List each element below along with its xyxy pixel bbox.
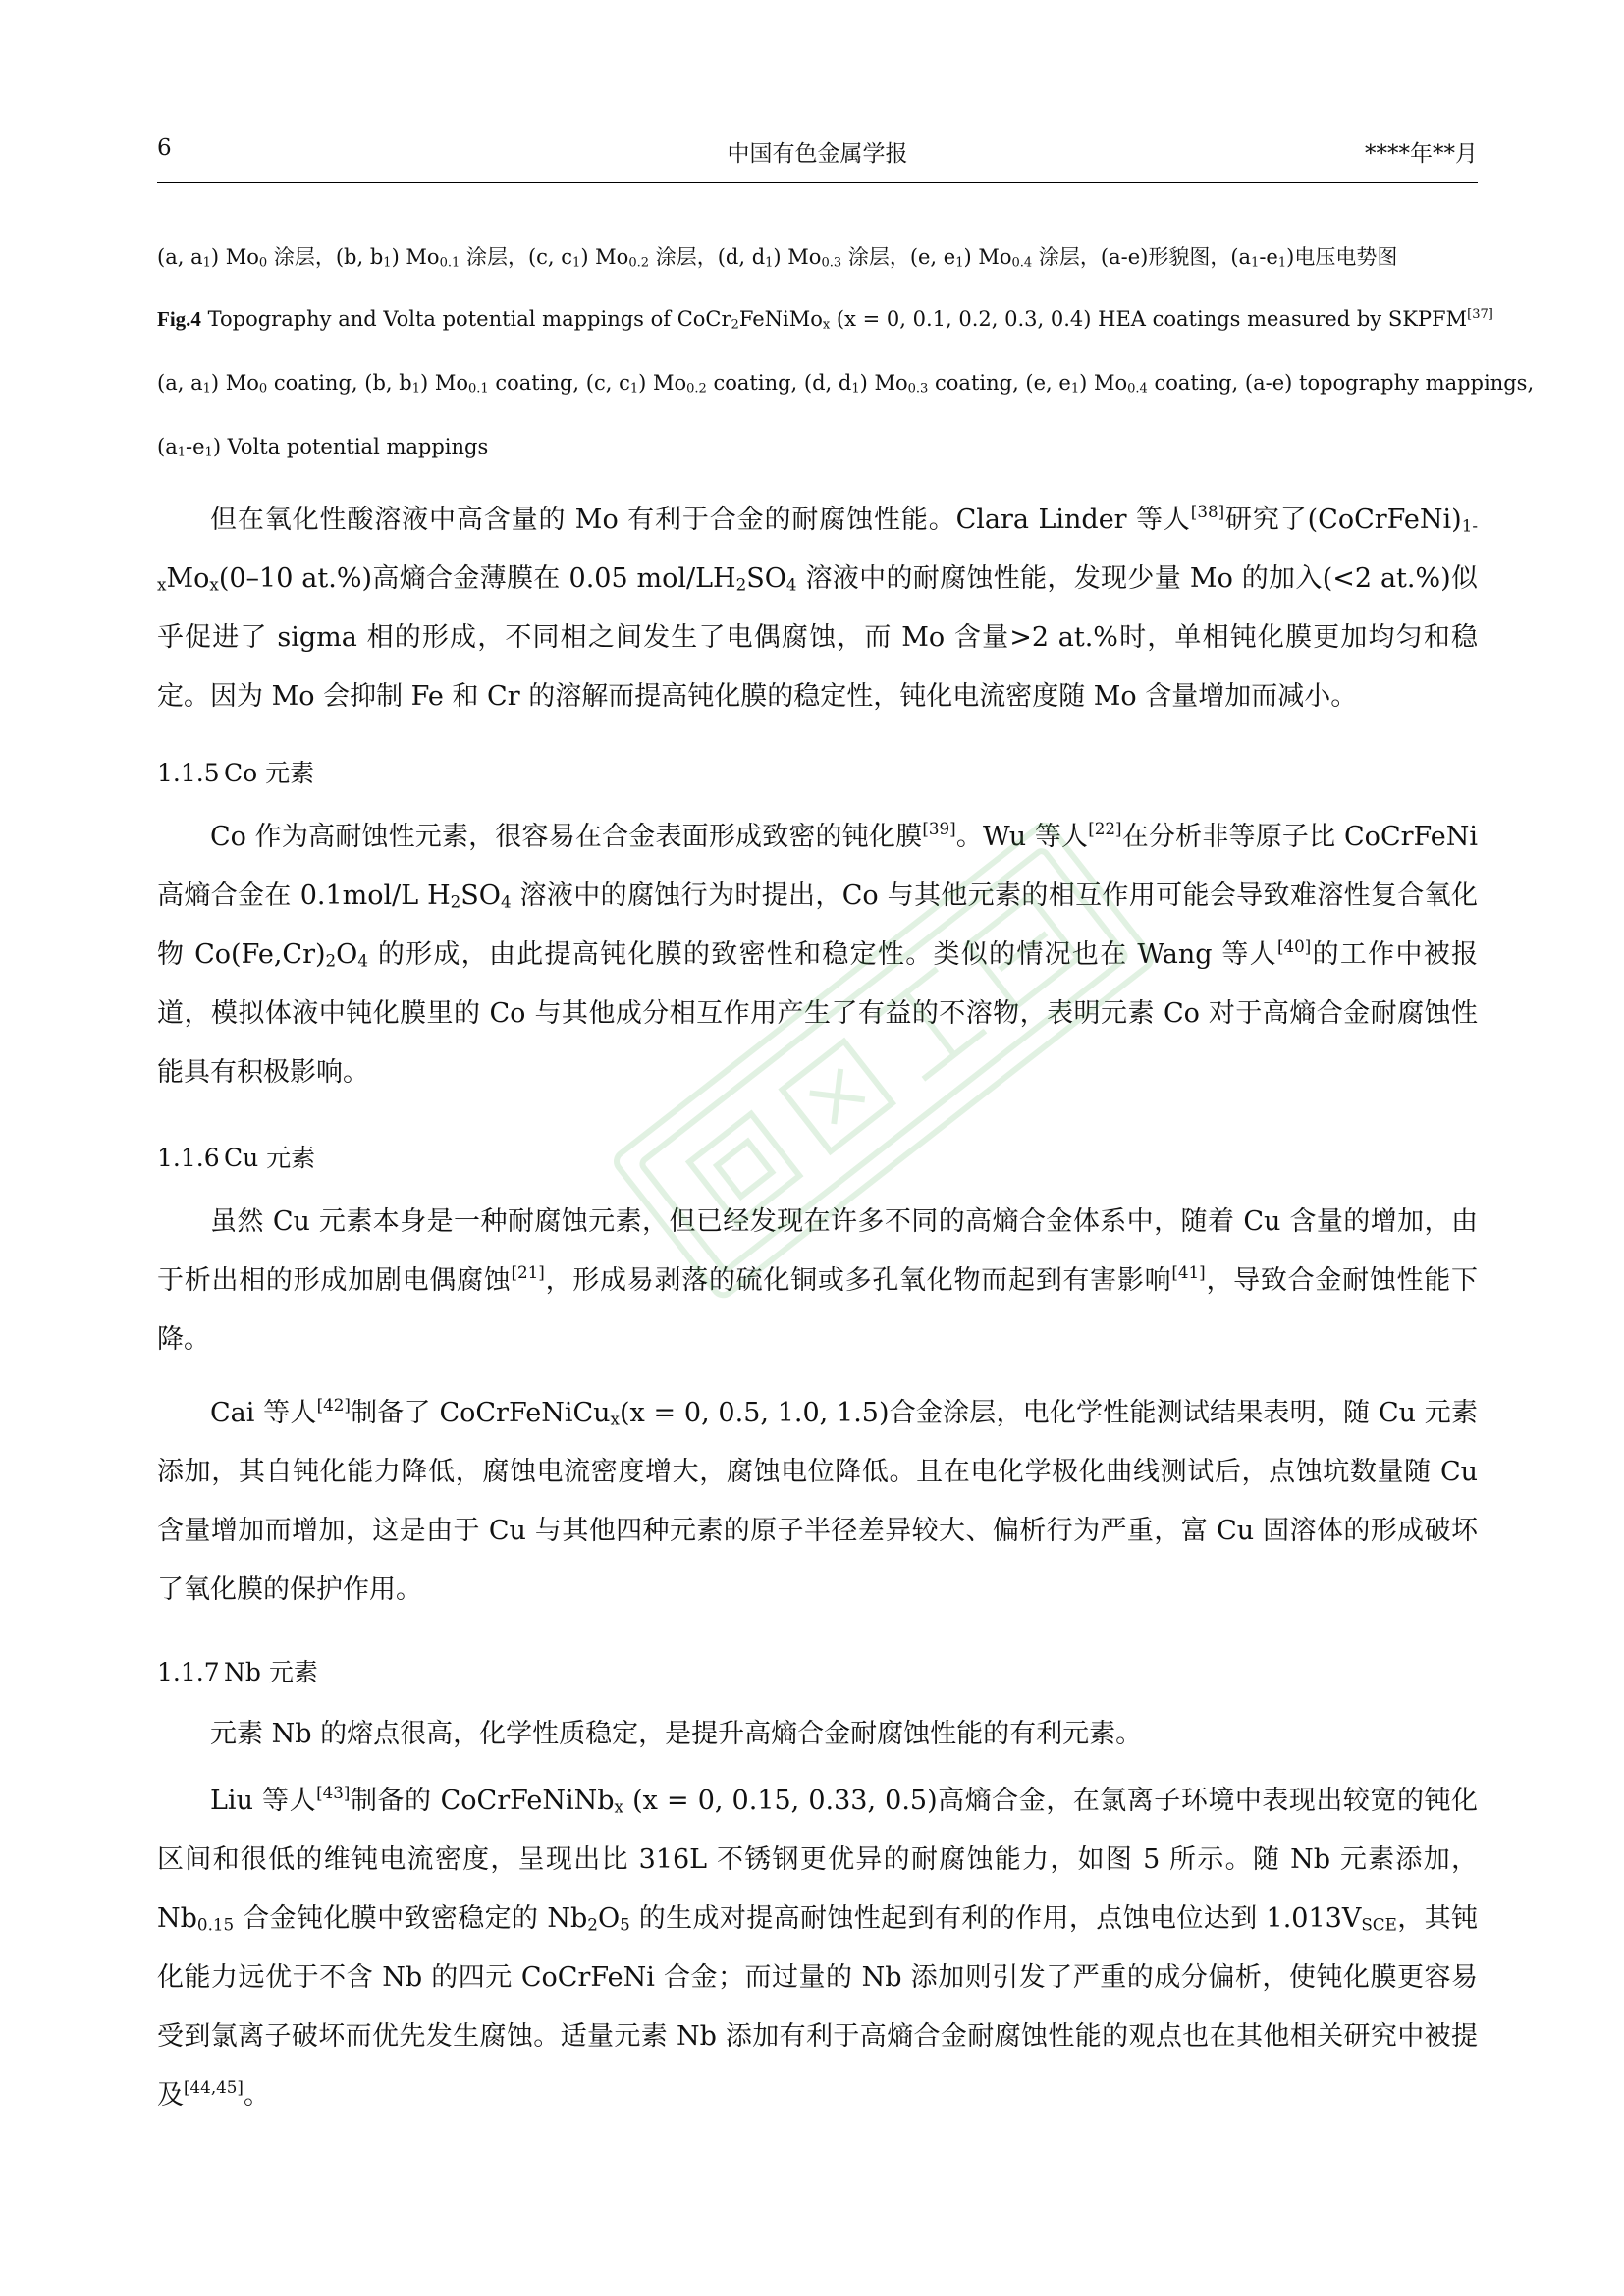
paragraph-cai-study: Cai 等人[42]制备了 CoCrFeNiCu$_x$(x = 0, 0.5, 1.0, 1.5)合金涂层，电化学性能测试结果表明，随 Cu 元素添加，其自钝化能力降低，腐蚀电流密度增大，腐蚀电位降低。且在电化学极化曲线测试后，点蚀坑数量随 Cu 含量增加而增加，这是由于 Cu 与其他四种元素的原子半径差异较大、偏析行为严重，富 Cu 固溶体的形成破坏了氧化膜的保护作用。 [157, 1395, 1478, 1605]
journal-title: 中国有色金属学报 [727, 141, 908, 167]
figure-title: Topography and Volta potential mappings of CoCr$_2$FeNiMo$_x$ (x = 0, 0.1, 0.2, 0.3, 0.4) HEA coatings measured by SKPFM [207, 307, 1468, 333]
section-number: 1.1.5 [157, 759, 220, 787]
paragraph-mo-oxidizing-acid: 但在氧化性酸溶液中高含量的 Mo 有利于合金的耐腐蚀性能。Clara Linder 等人[38]研究了$(CoCrFeNi)_{1-x}Mo_x(0-10$ at.%)高熵合金薄膜在 0.05 mol/$LH_2SO_4$ 溶液中的耐腐蚀性能，发现少量 Mo 的加入(<2 at.%)似乎促进了 sigma 相的形成，不同相之间发生了电偶腐蚀，而 Mo 含量>2 at.%时，单相钝化膜更加均匀和稳定。因为 Mo 会抑制 Fe 和 Cr 的溶解而提高钝化膜的稳定性，钝化电流密度随 Mo 含量增加而减小。 [157, 502, 1479, 712]
paragraph-nb-intro: 元素 Nb 的熔点很高，化学性质稳定，是提升高熵合金耐腐蚀性能的有利元素。 [210, 1719, 1143, 1749]
paragraph-liu-study: Liu 等人[43]制备的 CoCrFeNiNb$_x$ (x = 0, 0.15, 0.33, 0.5)高熵合金，在氯离子环境中表现出较宽的钝化区间和很低的维钝电流密度，呈现出比 316L 不锈钢更优异的耐腐蚀能力，如图 5 所示。随 Nb 元素添加，$Nb_{0.15}$ 合金钝化膜中致密稳定的 $Nb_2O_5$ 的生成对提高耐蚀性起到有利的作用，点蚀电位达到 $1.013V_{SCE}$，其钝化能力远优于不含 Nb 的四元 CoCrFeNi 合金；而过量的 Nb 添加则引发了严重的成分偏析，使钝化膜更容易受到氯离子破坏而优先发生腐蚀。适量元素 Nb 添加有利于高熵合金耐腐蚀性能的观点也在其他相关研究中被提及[44,45]。 [157, 1783, 1479, 2110]
paragraph-cu-element: 虽然 Cu 元素本身是一种耐腐蚀元素，但已经发现在许多不同的高熵合金体系中，随着 Cu 含量的增加，由于析出相的形成加剧电偶腐蚀[21]，形成易剥落的硫化铜或多孔氧化物而起到有害影响[41]，导致合金耐蚀性能下降。 [157, 1206, 1479, 1355]
figure-caption-title [157, 307, 1493, 332]
section-title: Cu 元素 [224, 1144, 316, 1172]
caption-en-line-2: $(a_1-e_1)$ Volta potential mappings [157, 435, 489, 460]
section-heading-co [157, 754, 314, 789]
paragraph-co-element: Co 作为高耐蚀性元素，很容易在合金表面形成致密的钝化膜[39]。Wu 等人[22]在分析非等原子比 CoCrFeNi 高熵合金在 0.1mol/L $H_2SO_4$ 溶液中的腐蚀行为时提出，Co 与其他元素的相互作用可能会导致难溶性复合氧化物 $Co(Fe,Cr)_2O_4$ 的形成，由此提高钝化膜的致密性和稳定性。类似的情况也在 Wang 等人[40]的工作中被报道，模拟体液中钝化膜里的 Co 与其他成分相互作用产生了有益的不溶物，表明元素 Co 对于高熵合金耐腐蚀性能具有积极影响。 [157, 819, 1479, 1088]
figure-ref: [37] [1467, 307, 1493, 323]
page-number: 6 [157, 135, 172, 161]
header-rule [157, 182, 1478, 183]
section-number: 1.1.7 [157, 1658, 220, 1686]
running-header [157, 135, 1478, 175]
section-title: Nb 元素 [224, 1658, 318, 1686]
section-number: 1.1.6 [157, 1144, 220, 1172]
issue-date: ****年**月 [1365, 141, 1478, 167]
caption-cn-line: (a, $a_1$) $Mo_0$ 涂层，(b, $b_1$) $Mo_{0.1}$ 涂层，(c, $c_1$) $Mo_{0.2}$ 涂层，(d, $d_1$) $Mo_{0.3}$ 涂层，(e, $e_1$) $Mo_{0.4}$ 涂层，(a-e)形貌图，$(a_1-e_1)$电压电势图 [157, 245, 1398, 271]
section-heading-cu [157, 1139, 315, 1174]
section-title: Co 元素 [224, 759, 315, 787]
figure-label: Fig.4 [157, 307, 201, 331]
caption-en-line-1: (a, $a_1$) $Mo_0$ coating, (b, $b_1$) $Mo_{0.1}$ coating, (c, $c_1$) $Mo_{0.2}$ coating, (d, $d_1$) $Mo_{0.3}$ coating, (e, $e_1$) $Mo_{0.4}$ coating, (a-e) topography mappings, [157, 371, 1535, 397]
section-heading-nb [157, 1653, 318, 1688]
